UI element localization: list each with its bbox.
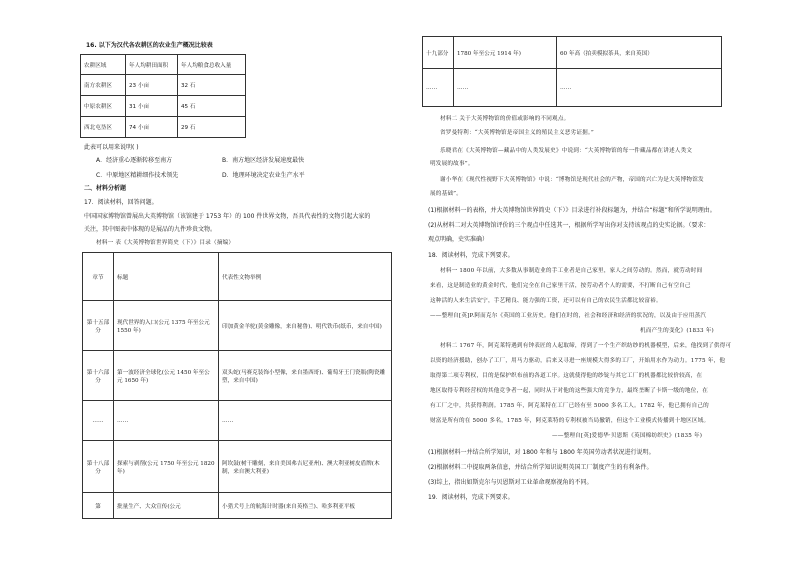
q17-caption: 材料一 表《大英博物馆世界简史（下）》目录（摘编） — [96, 240, 235, 246]
q16-cell: 23 小亩 — [126, 75, 178, 96]
q17-chapter: 第十六部分 — [83, 351, 114, 401]
q17-sub2: (2)从材料二对大英博物馆评价的三个观点中任选其一，根据所学写出你对支持该观点的史实论据。（要求： — [428, 222, 710, 229]
q16-cell: 西北屯垦区 — [81, 117, 126, 138]
q17-stem: 17．阅读材料，回答问题。 — [84, 199, 158, 206]
q18-m2-line: 材料二 1767 年，阿克莱特遇到有钟表匠的人起取缔，得到了一个生产织纺纱的机器模型，后来，他找到了供得可 — [440, 343, 732, 349]
q16-cell: 29 石 — [178, 117, 246, 138]
material2-line: 谢小华在《现代性视野下大英博物馆》中说：“博物馆是现代社会的产物，帝国的兴亡为是大英博物馆发 — [440, 177, 704, 183]
q17-title: 现代世界的入口(公元 1375 年至公元 1550 年) — [114, 301, 219, 351]
q17-item: …… — [557, 69, 722, 107]
q16-cell: 31 小亩 — [126, 96, 178, 117]
q17-chapter: 十九部分 — [423, 37, 454, 69]
q18-m1-line: 来看，这是制造业的黄金时代，他们完全在自己家里干活，按劳动者个人的需要，不打断自己有空自己 — [430, 283, 691, 289]
q17-sub1: (1)根据材料一的表格，并大英博物馆世界简史（下）》目录进行补段标题为，并结合“标题”和所学说明理由。 — [428, 207, 716, 214]
q17-sub2-cont: 观点明确，史实准确） — [428, 236, 489, 243]
q17-title: …… — [454, 69, 557, 107]
q17-chapter: 第十五部分 — [83, 301, 114, 351]
q17-item: 双头蛇(马赛克装饰小型像，来自墨西哥)、葡萄牙王门瓷瓶(陶瓷雕塑，来自中国) — [219, 351, 392, 401]
q18-m1-source: ——整理自[英]P.阿而克尔《英国的工业历史。他们在时的，社会和经济和经济的状况的，以及由于应用蒸汽 — [430, 313, 707, 319]
q16-cell: 中原农耕区 — [81, 96, 126, 117]
q18-m1-line: 这种活的人来生活安宁，手艺精良、能力强的工资，还可以有自己的农民生活都比较富裕。 — [430, 298, 662, 304]
q16-question: 此表可以用来说明( ) — [84, 144, 139, 151]
q17-item: 印加黄金羊驼(黄金雕像，来自秘鲁)、明代铁币(纸币，来自中国) — [219, 301, 392, 351]
q18-m2-line: 地区取得专利经营权的其他竞争者一起，同时从于对他的这些强大的竞争力，最终垄断了卡斯一级的地位，在 — [430, 388, 709, 394]
q18-m2-line: 财富是所有的在 5000 多名，1785 年，阿克莱特的专利权被当局撤销，但这个工业模式传播到十地区区域。 — [430, 418, 710, 424]
material2-line: 省罗曼特利：“大英博物馆是帝国主义的殖民主义恶劣证据。” — [440, 130, 594, 136]
q16-cell: 74 小亩 — [126, 117, 178, 138]
q16-option-a[interactable]: A．经济重心逐渐转移至南方 — [96, 157, 173, 164]
q17-title: …… — [114, 401, 219, 441]
q17-title: 探索与剥削(公元 1750 年至公元 1820 年) — [114, 441, 219, 493]
q18-m1-line: 材料一 1800 年以前，大多数从事制造业的手工业者是自己家里，家人之间劳动的。然而，就劳动时间 — [440, 268, 703, 274]
q17-table — [82, 252, 392, 519]
q17-header: 代表性文物举例 — [219, 253, 392, 301]
q17-header: 标题 — [114, 253, 219, 301]
q16-header: 农耕区域 — [81, 55, 126, 75]
q16-header: 年人均粮食总收入量 — [178, 55, 246, 75]
q17-item: 60 年高（拍卖模拟茶具，来自英国） — [557, 37, 722, 69]
q18-m1-source: 机而产生的变化》(1833 年) — [640, 328, 714, 334]
q19-stem: 19．阅读材料，完成下列要求。 — [428, 494, 514, 501]
q18-m2-line: 以资的经济援助，创办了工厂，用马力驱动，后来又寻进一座规模大得多的工厂，开始用水作为动力。1775 年，他 — [430, 358, 726, 364]
q17-intro: 中国国家博物馆曾展出大英博物馆（该馆建于 1753 年）的 100 件世界文物，吾具代表性的文物引起大家的 — [84, 213, 371, 220]
q17-header: 章节 — [83, 253, 114, 301]
q17-title: 第一波经济全球化(公元 1450 年至公元 1650 年) — [114, 351, 219, 401]
q18-m2-line: 取得第二项专利权，目的是保护织布前的各道工序。这就使得他的纱锭与其它工厂的机器都比较价较高，在 — [430, 373, 703, 379]
q18-m2-line: 有工厂之中，共获得利润。1785 年，阿克莱特在工厂已经有至 5000 多名工人。1782 年，他已拥有自己的 — [430, 403, 709, 409]
q17-chapter: …… — [83, 401, 114, 441]
q18-m2-source: ——整理自[英]爱德华·贝恩斯《英国棉纺织史》(1835 年) — [552, 433, 703, 439]
q17-table-continued — [422, 36, 722, 107]
material2-title: 材料二 关于大英博物馆的价值或影响的不同观点。 — [440, 116, 570, 122]
material2-line: 明发展的故事”。 — [430, 161, 474, 167]
q17-title: 1780 年至公元 1914 年) — [454, 37, 557, 69]
q16-cell: 南方农耕区 — [81, 75, 126, 96]
q17-item: 阿坎鼓(树干雕刻，来自美国弗吉尼亚州)、澳大利亚树皮盾牌(木制，来自澳大利亚) — [219, 441, 392, 493]
q16-cell: 45 石 — [178, 96, 246, 117]
q18-sub2: (2)根据材料二中提取两条信息，并结合所学知识说明英国工厂制度产生的有利条件。 — [428, 464, 653, 471]
q17-item: 小猎犬号上的航海计时器(来自英格兰)、哈多利亚平板 — [219, 493, 392, 519]
q17-intro: 关注，其中图表中体现的是展品的九件珍贵文物。 — [84, 226, 217, 233]
q18-sub1: (1)根据材料一并结合所学知识，对 1800 年和与 1800 年英国劳动者状况进行说明。 — [428, 449, 655, 456]
q16-option-c[interactable]: C．中原地区精耕细作技术领先 — [96, 172, 179, 179]
q16-table — [80, 54, 246, 138]
q18-sub3: (3)综上，指出如斯克尔与贝恩斯对工业革命观察视角的不同。 — [428, 479, 593, 486]
q17-chapter: 第 — [83, 493, 114, 519]
q17-chapter: …… — [423, 69, 454, 107]
q18-stem: 18．阅读材料，完成下列要求。 — [428, 252, 514, 259]
q16-option-b[interactable]: B．南方地区经济发展速度最快 — [222, 157, 305, 164]
q16-header: 年人均耕田面积 — [126, 55, 178, 75]
material2-line: 乐晓君在《大英博物馆—藏品中的人类发展史》中说到：“大英博物馆的每一件藏品都在讲述人类文 — [440, 148, 693, 154]
q17-title: 批量生产、大众宣传(公元 — [114, 493, 219, 519]
q16-option-d[interactable]: D．地理环境决定农业生产水平 — [222, 172, 305, 179]
section-title: 二、材料分析题 — [84, 185, 127, 192]
q17-item: …… — [219, 401, 392, 441]
q16-stem: 16. 以下为汉代各农耕区的农业生产概况比较表 — [86, 42, 213, 49]
material2-line: 展的基础”。 — [430, 191, 463, 197]
q16-cell: 32 石 — [178, 75, 246, 96]
q17-chapter: 第十八部分 — [83, 441, 114, 493]
